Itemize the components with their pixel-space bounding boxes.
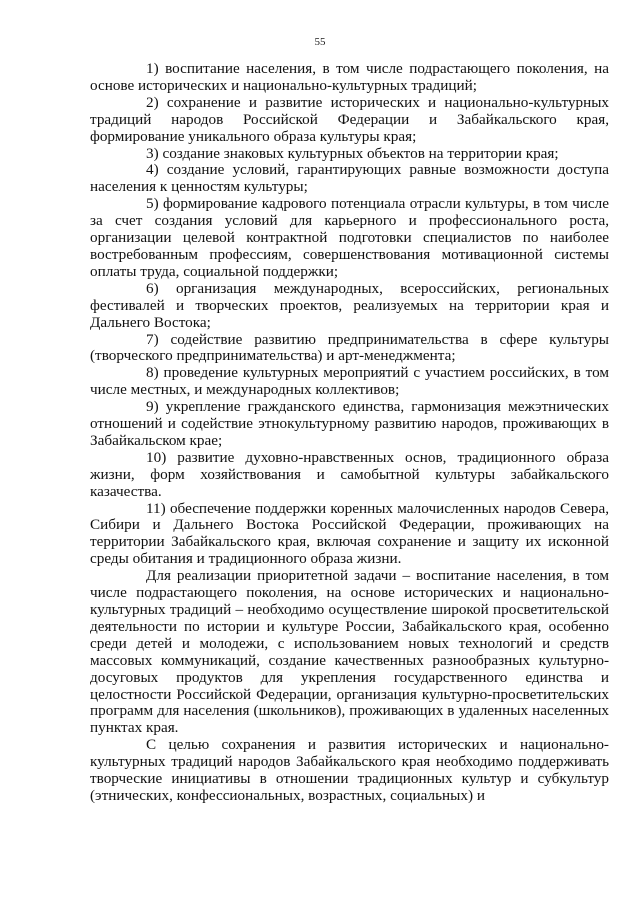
- paragraph-13: С целью сохранения и развития исторических и национально-культурных традиций народов Забайкальского края необходимо поддерживать творческие инициативы в отношении традиционных культур и субкультур (этнических, конфессиональных, возрастных, социальных) и: [90, 736, 609, 804]
- paragraph-7: 7) содействие развитию предпринимательства в сфере культуры (творческого предпринимательства) и арт-менеджмента;: [90, 330, 609, 365]
- paragraph-8: 8) проведение культурных мероприятий с участием российских, в том числе местных, и международных коллективов;: [90, 364, 609, 399]
- paragraph-1: 1) воспитание населения, в том числе подрастающего поколения, на основе исторических и национально-культурных традиций;: [90, 60, 609, 94]
- paragraph-2: 2) сохранение и развитие исторических и национально-культурных традиций народов Российской Федерации и Забайкальского края, формирование уникального образа культуры края;: [90, 93, 609, 145]
- paragraph-5: 5) формирование кадрового потенциала отрасли культуры, в том числе за счет создания условий для карьерного и профессионального роста, организации целевой контрактной подготовки специалистов по наиболее востребованным профессиям, совершенствования мотивационной системы оплаты труда, социальной поддержки;: [90, 195, 609, 280]
- paragraph-11: 11) обеспечение поддержки коренных малочисленных народов Севера, Сибири и Дальнего Востока Российской Федерации, проживающих на территории Забайкальского края, включая сохранение и защиту их исконной среды обитания и традиционного образа жизни.: [90, 499, 609, 568]
- document-body: [90, 61, 609, 805]
- paragraph-10: 10) развитие духовно-нравственных основ, традиционного образа жизни, форм хозяйствования и самобытной культуры забайкальского казачества.: [90, 448, 609, 500]
- paragraph-9: 9) укрепление гражданского единства, гармонизация межэтнических отношений и содействие этнокультурному развитию народов, проживающих в Забайкальском крае;: [90, 398, 609, 449]
- paragraph-3: 3) создание знаковых культурных объектов на территории края;: [146, 144, 559, 162]
- page-number: 55: [314, 36, 326, 48]
- paragraph-4: 4) создание условий, гарантирующих равные возможности доступа населения к ценностям культуры;: [90, 161, 609, 196]
- paragraph-6: 6) организация международных, всероссийских, региональных фестивалей и творческих проектов, реализуемых на территории края и Дальнего Востока;: [90, 279, 609, 331]
- paragraph-12: Для реализации приоритетной задачи – воспитание населения, в том числе подрастающего поколения, на основе исторических и национально-культурных традиций – необходимо осуществление широкой просветительской деятельности по истории и культуре России, Забайкальского края, особенно среди детей и молодежи, с использованием новых технологий и средств массовых коммуникаций, создание качественных разнообразных культурно-досуговых продуктов для укрепления государственного единства и целостности Российской Федерации, организация культурно-просветительских программ для населения (школьников), проживающих в удаленных населенных пунктах края.: [90, 567, 609, 737]
